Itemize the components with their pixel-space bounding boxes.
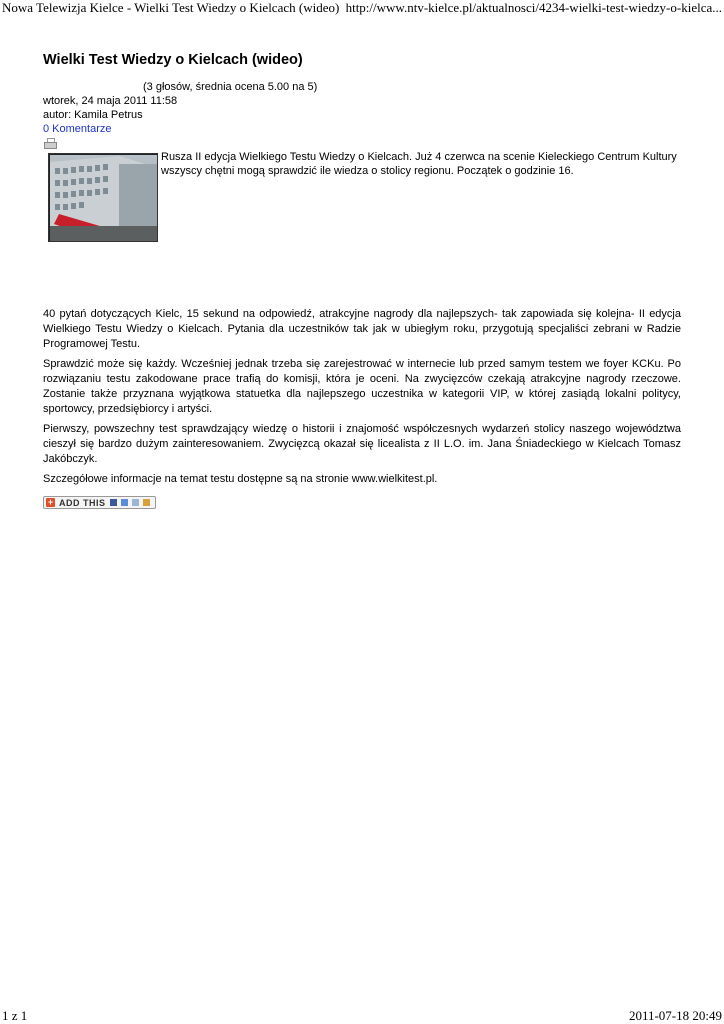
rating-summary: (3 głosów, średnia ocena 5.00 na 5) <box>143 81 318 93</box>
print-header-url: http://www.ntv-kielce.pl/aktualnosci/4234-wielki-test-wiedzy-o-kielca... <box>345 0 722 15</box>
print-footer <box>0 1008 724 1024</box>
article-title: Wielki Test Wiedzy o Kielcach (wideo) <box>43 52 303 68</box>
share-service-icon <box>132 499 139 506</box>
share-service-icon <box>143 499 150 506</box>
share-service-icon <box>121 499 128 506</box>
article-paragraph: Sprawdzić może się każdy. Wcześniej jednak trzeba się zarejestrować w internecie lub przed samym testem we foyer KCKu. Po rozwiązaniu testu zakodowane prace trafią do komisji, która je oceni. Na zwycięzców czekają atrakcyjne nagrody rzeczowe. Zostanie także przyznana wyjątkowa statuetka dla najlepszego uczestnika w kategorii VIP, w której zasiądą lokalni politycy, sportowcy, przedsiębiorcy i artyści. <box>43 358 681 415</box>
print-timestamp: 2011-07-18 20:49 <box>628 1008 722 1023</box>
plus-icon: + <box>47 497 54 507</box>
article-lead: Rusza II edycja Wielkiego Testu Wiedzy o Kielcach. Już 4 czerwca na scenie Kieleckiego Centrum Kultury wszyscy chętni mogą sprawdzić ile wiedza o stolicy regionu. Początek o godzinie 16. <box>161 151 677 177</box>
article <box>43 50 681 510</box>
article-author: autor: Kamila Petrus <box>43 109 143 121</box>
article-intro <box>43 150 681 260</box>
print-icon[interactable] <box>44 138 56 148</box>
page-counter: 1 z 1 <box>2 1008 28 1023</box>
article-body <box>43 307 681 487</box>
article-date: wtorek, 24 maja 2011 11:58 <box>43 95 178 107</box>
article-paragraph: Pierwszy, powszechny test sprawdzający wiedzę o historii i znajomość współczesnych wydarzeń stolicy naszego województwa cieszył się bardzo dużym zainteresowaniem. Zwycięzcą okazał się licealista z II L.O. im. Jana Śniadeckiego w Kielcach Tomasz Jakóbczyk. <box>43 423 681 465</box>
article-paragraph: 40 pytań dotyczących Kielc, 15 sekund na odpowiedź, atrakcyjne nagrody dla najlepszych- tak zapowiada się kolejna- II edycja Wielkiego Testu Wiedzy o Kielcach. Pytania dla uczestników tak jak w ubiegłym roku, przygotują specjaliści zebrani w Radzie Programowej Testu. <box>43 308 681 350</box>
article-paragraph: Szczegółowe informacje na temat testu dostępne są na stronie www.wielkitest.pl. <box>43 473 438 485</box>
print-header <box>0 0 724 16</box>
share-button-label: ADD THIS <box>59 497 106 508</box>
addthis-share-button[interactable] <box>43 496 156 509</box>
print-header-title: Nowa Telewizja Kielce - Wielki Test Wiedzy o Kielcach (wideo) <box>2 0 340 15</box>
share-service-icon <box>110 499 117 506</box>
comments-link[interactable]: 0 Komentarze <box>43 123 112 135</box>
video-thumbnail[interactable] <box>48 153 158 242</box>
